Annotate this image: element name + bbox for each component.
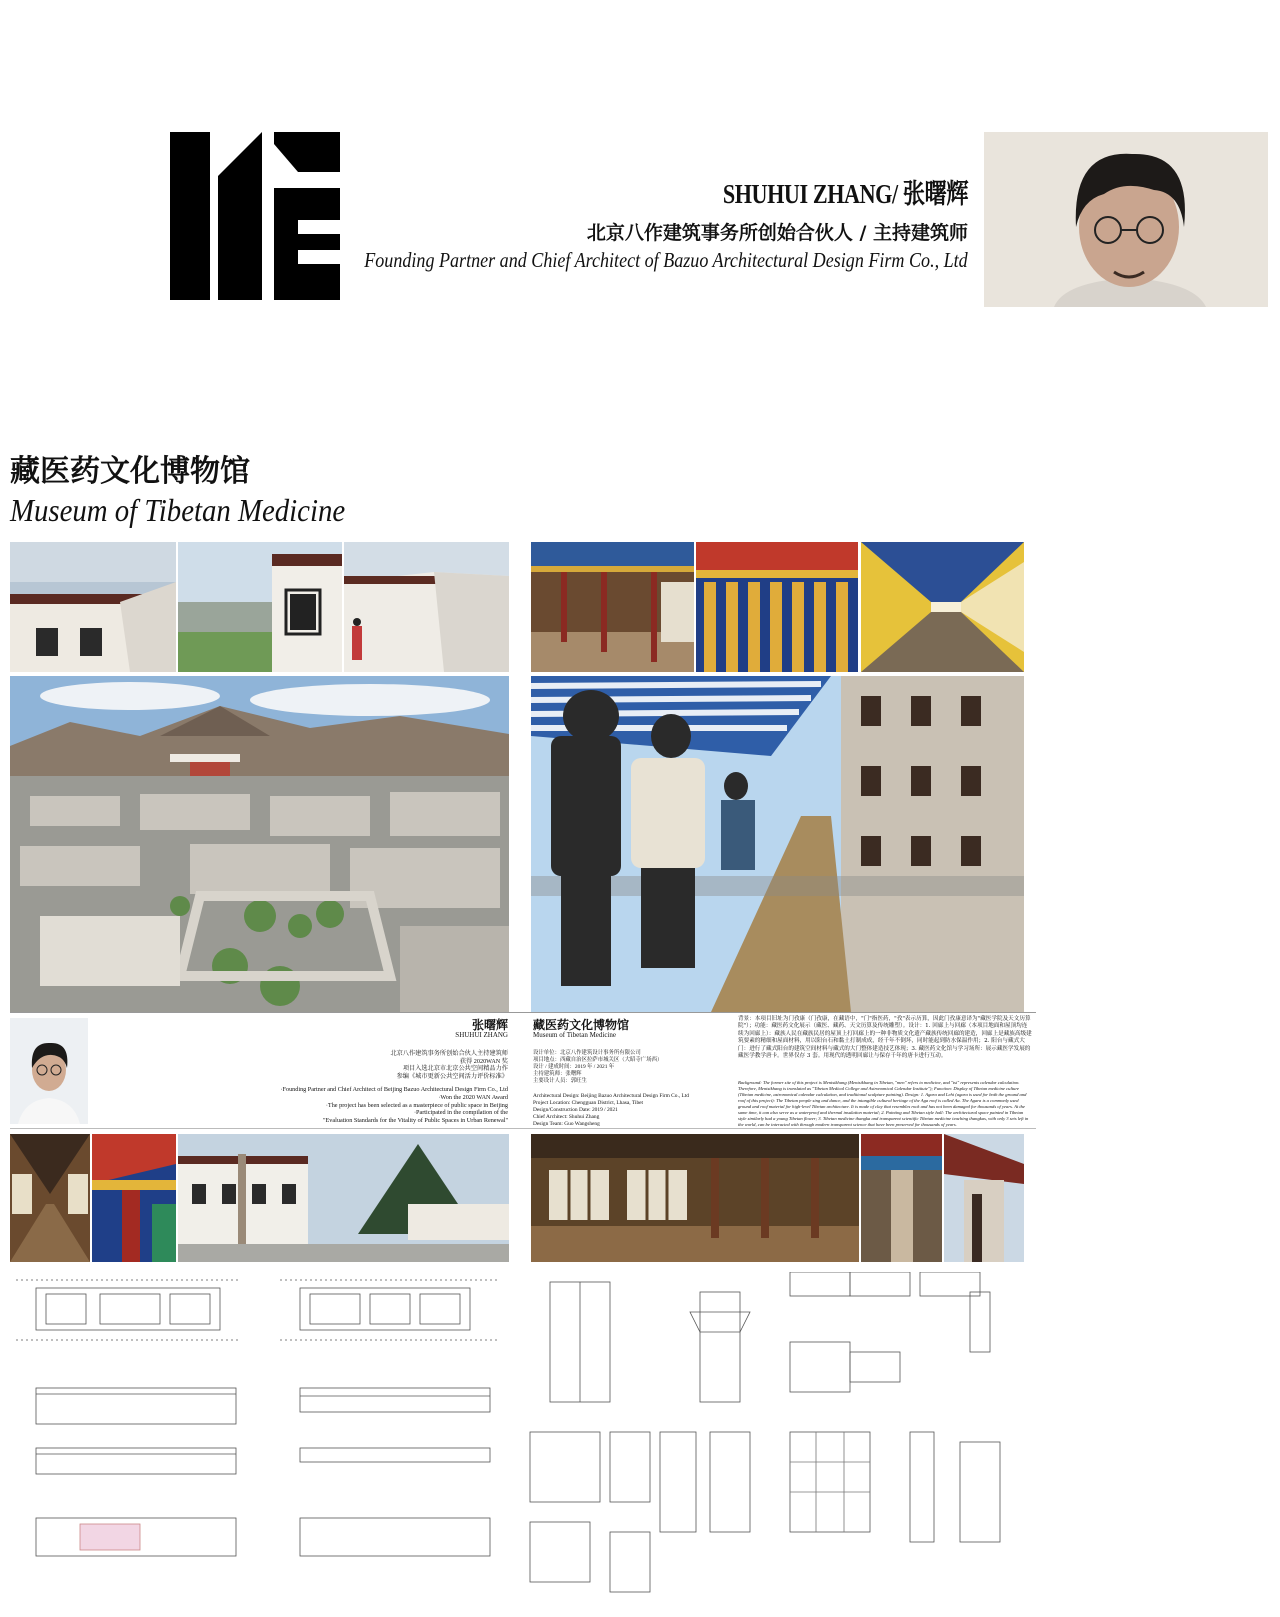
floor-plan-2 [280,1280,500,1340]
architect-bio [180,1050,508,1124]
bio-en-line: ·The project has been selected as a masterpiece of public space in Beijing [325,1101,508,1109]
project-title-en: Museum of Tibetan Medicine [10,492,346,528]
credit-cn-line: 设计 / 建成时间：2019 年 / 2021 年 [533,1064,615,1070]
technical-drawings [10,1272,1032,1602]
bio-cn-line: 参编《城市更新公共空间活力评价标准》 [396,1072,508,1080]
bio-cn-line: 项目入选北京市北京公共空间精品力作 [402,1065,508,1073]
credit-cn-line: 主要设计人员：郭旺生 [533,1078,587,1084]
panel-museum-title-cn: 藏医药文化博物馆 [533,1018,630,1032]
photo-rooftop-awning [531,676,1024,1012]
credit-en-line: Chief Architect: Shuhui Zhang [533,1114,600,1120]
photo-courtyard-building [10,542,176,672]
architect-name [723,172,968,211]
info-divider-bottom [10,1128,1036,1129]
photo-painted-column [92,1134,176,1262]
elevations-right [300,1388,490,1556]
bio-cn-line: 获得 2020WAN 奖 [459,1057,508,1065]
floor-plan-1 [16,1280,240,1340]
architect-title-en: Founding Partner and Chief Architect of Bazuo Architectural Design Firm Co., Ltd [364,248,968,272]
architect-portrait [984,132,1268,307]
photo-colonnade [531,542,694,672]
elevations-left [36,1388,236,1556]
architect-name-en: SHUHUI ZHANG/ [722,179,898,209]
credit-cn-line: 项目地点：西藏自治区拉萨市城关区（大昭寺广场西） [533,1057,663,1063]
photo-museum-courtyard [178,1134,509,1262]
photo-painted-beams [696,542,858,672]
bazuo-logo-mark [170,132,340,300]
credit-en-line: Design Team: Guo Wangsheng [533,1121,600,1127]
background-text-en: Background: The former site of this project is Mentsikhang (Mentsikhang in Tibetan, "men" refers to medicine, and "tsi" represents calendar calculation. Therefore, Mentsikhang is translated as "Tibetan Medical College and Astronomical Calendar Institute"); Function: Display of Tibetan medicine culture (Tibetan medicine, astronomical calendar calculation, and traditional sculpture painting). Design: 1. Agara and Lehi (agara is used for both the ground and roof of this project): The Tibetan people sing and dance, and the intangible cultural heritage of the Aga roof is called Aa. The Agara is a commonly used ground and roof material for high-level Tibetan architecture. It is made of clay that resembles rock and has not been damaged for thousands of years. At the same time, it can also serve as a waterproof and thermal insulation material; 2. Painting and Tibetan style hall: The architectural space painted in Tibetan style similarly had a young Tibetan flower; 3. Tibetan medicine thangka and transparent scientific Tibetan medicine teaching thangkas, with only 3 sets left in the world, can be interacted with through modern transparent science that have been preserved for thousands of years. [738,1080,1029,1127]
info-divider-top [10,1012,1036,1013]
studio-logo [170,132,340,300]
bio-en-line: ·Participated in the compilation of the [414,1109,508,1117]
photo-aerial-lhasa [10,676,509,1012]
photo-long-corridor [10,1134,90,1262]
credit-en-line: Design/Construction Date: 2019 / 2021 [533,1107,618,1113]
architect-name-cn: 张曙辉 [902,179,968,209]
bio-en-line: ·Founding Partner and Chief Architect of Beijing Bazuo Architectural Design Firm Co., Ltd [280,1086,508,1094]
credit-cn-line: 主持建筑师：张曙辉 [533,1071,582,1077]
bio-cn-line: 北京八作建筑事务所创始合伙人主持建筑师 [390,1050,508,1057]
credit-en-line: Architectural Design: Beijing Bazuo Architectural Design Firm Co., Ltd [533,1093,689,1099]
architect-portrait-small [10,1018,88,1124]
photo-yellow-corridor [861,542,1024,672]
bio-en-line: "Evaluation Standards for the Vitality of Public Spaces in Urban Renewal" [323,1116,508,1124]
photo-lawn-building [178,542,342,672]
panel-museum-title-en: Museum of Tibetan Medicine [533,1031,617,1039]
background-text-cn: 背景：本项目旧址为门孜康（门孜康，在藏语中，"门"指医药，"孜"表示历算，因此门孜康意译为"藏医学院及天文历算院"）；功能：藏医药文化展示（藏医、藏药、天文历算及传统雕塑）。设计：1. 回廊上与回廊（本项目地面和屋顶均连续为回廊上）：藏族人民在藏族民居的屋顶上打回廊上的一种非物质文化遗产藏族传统回廊的建造，回廊上是藏族高级建筑要素的精细和屋面材料，用以阳台石和黏土打制成成，经千年不倒坏，同时能起到防水保温作用；2. 阳台与藏式大门：进行了藏式阳台的建筑空间材料与藏式的大门整体建造技艺体现；3. 藏医药文化馆与学习场所：展示藏医学发展的藏医学教学唐卡。世界仅存 3 套。用现代的透明回廊让与保存千年的唐卡进行互动。 [738,1016,1032,1060]
museum-credits [533,1050,733,1128]
bio-en-line: ·Won the 2020 WAN Award [438,1093,508,1101]
section-details [530,1272,1000,1592]
architect-title-cn: 北京八作建筑事务所创始合伙人 / 主持建筑师 [586,222,968,244]
photo-eaves-detail [944,1134,1024,1262]
credit-cn-line: 设计单位：北京八作建筑设计事务所有限公司 [533,1050,641,1056]
photo-wooden-hall [531,1134,859,1262]
photo-carved-capital [861,1134,942,1262]
panel-architect-name-cn: 张曙辉 [471,1018,508,1032]
credit-en-line: Project Location: Chengguan District, Lhasa, Tibet [533,1100,644,1106]
panel-architect-name-en: SHUHUI ZHANG [455,1031,508,1039]
project-title-cn: 藏医药文化博物馆 [10,454,250,489]
photo-white-wall [344,542,509,672]
